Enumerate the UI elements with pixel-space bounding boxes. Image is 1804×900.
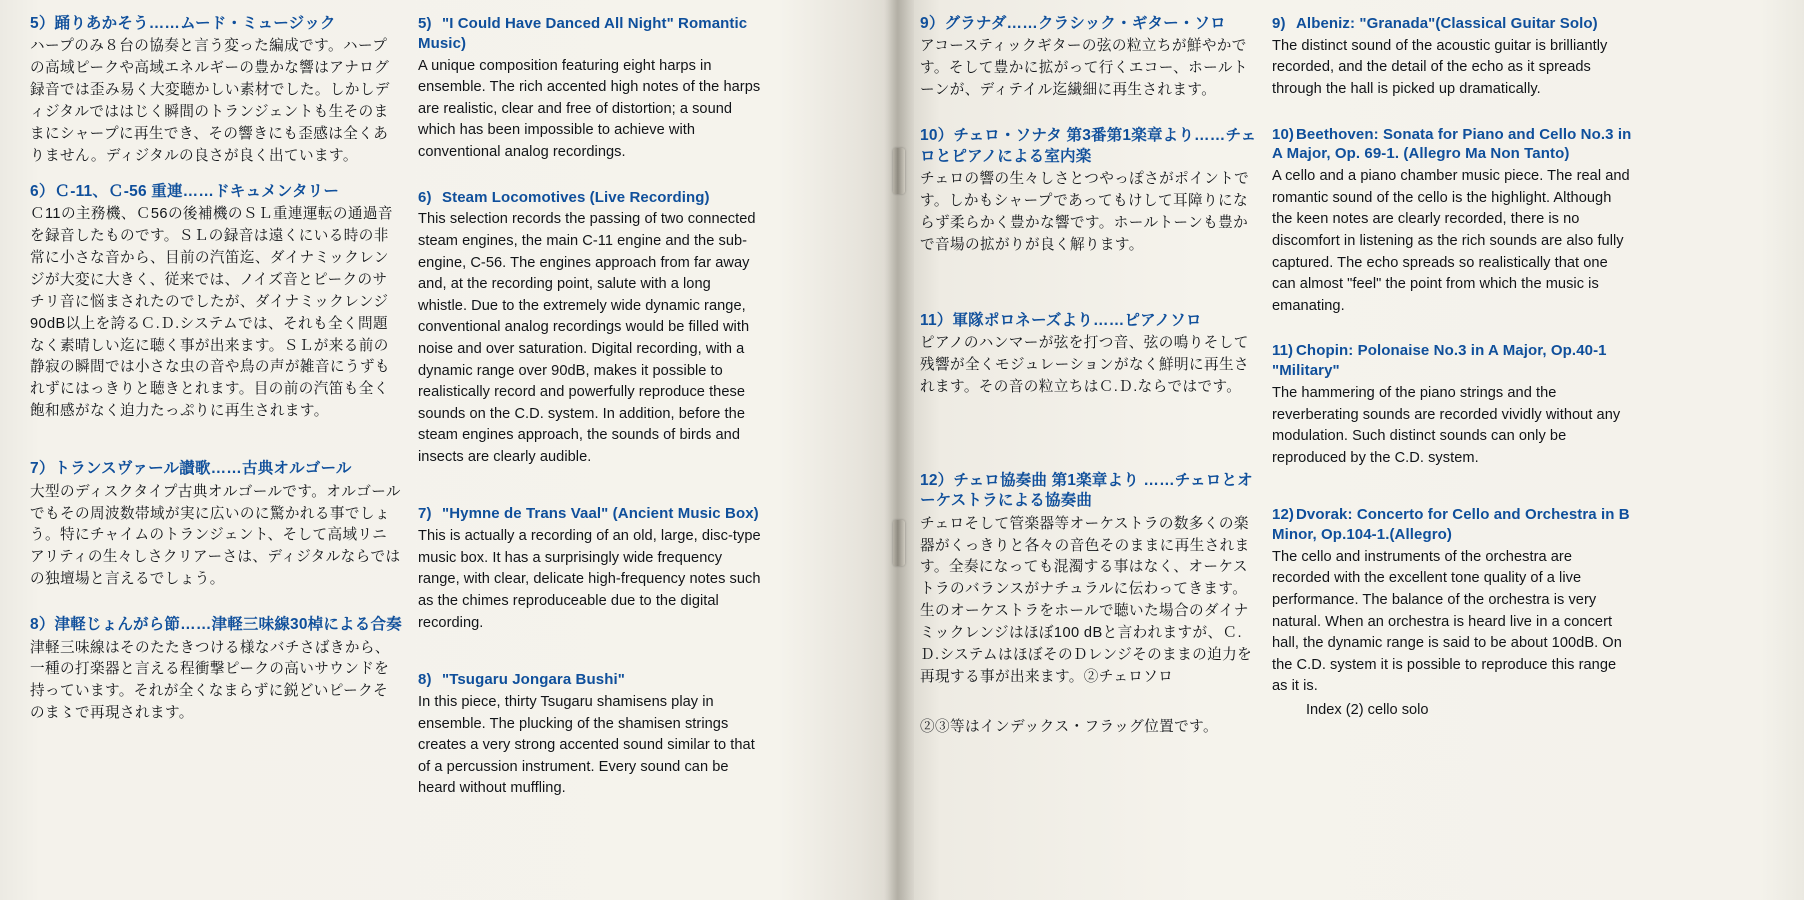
entry-number: 9) bbox=[1272, 15, 1286, 32]
entry-body: The distinct sound of the acoustic guitar is brilliantly recorded, and the detail of the echo as it spreads through the hall is picked up dramatically. bbox=[1272, 37, 1608, 97]
entry-jp-11 bbox=[920, 311, 1258, 399]
entry-body: The hammering of the piano strings and the reverberating sounds are recorded vividly without any modulation. Such distinct sounds can only be reproduced by the C.D. system. bbox=[1272, 384, 1621, 466]
column-english-right bbox=[1272, 14, 1632, 732]
entry-title: Albeniz: "Granada"(Classical Guitar Solo) bbox=[1296, 15, 1598, 32]
column-japanese-right bbox=[920, 14, 1258, 703]
entry-title: "Tsugaru Jongara Bushi" bbox=[442, 671, 625, 689]
entry-en-11 bbox=[1272, 341, 1632, 469]
index-flag-footnote: ②③等はインデックス・フラッグ位置です。 bbox=[920, 719, 1218, 735]
entry-body: チェロそして管楽器等オーケストラの数多くの楽器がくっきりと各々の音色そのままに再生されます。全奏になっても混濁する事はなく、オーケストラのバランスがナチュラルに伝わってきます。生のオーケストラをホールで聴いた場合のダイナミックレンジはほぼ100 dBと言われますが、Ｃ.Ｄ.システムはほぼそのＤレンジそのままの迫力を再現する事が出来ます。②チェロソロ bbox=[920, 515, 1253, 685]
entry-heading: 10）チェロ・ソナタ 第3番第1楽章より……チェロとピアノによる室内楽 bbox=[920, 127, 1257, 165]
column-english-left bbox=[418, 14, 762, 814]
entry-jp-7 bbox=[30, 459, 402, 591]
spacer bbox=[1272, 331, 1632, 341]
entry-number: 7) bbox=[418, 505, 432, 523]
entry-en-7 bbox=[418, 504, 762, 634]
entry-heading bbox=[418, 14, 762, 54]
entry-heading: 11）軍隊ポロネーズより……ピアノソロ bbox=[920, 311, 1202, 329]
spacer bbox=[1272, 115, 1632, 125]
entry-en-12 bbox=[1272, 505, 1632, 718]
entry-body: This selection records the passing of two connected steam engines, the main C-11 engine and the sub-engine, C-56. The engines approach from far away and, at the recording point, salute with a long whistle. Due to the extremely wide dynamic range, conventional analog recordings would be filled with noise and over saturation. Digital recording, with a dynamic range over 90dB, makes it possible to realistically record and powerfully reproduce these sounds on the C.D. system. In addition, before the steam engines approach, the sounds of birds and insects are clearly audible. bbox=[418, 211, 756, 465]
entry-body: The cello and instruments of the orchestra are recorded with the excellent tone quality of a live performance. The balance of the orchestra is very natural. When an orchestra is heard live in a concert hall, the dynamic range is said to be about 100dB. On the C.D. system it is possible to reproduce this range as it is. bbox=[1272, 548, 1622, 695]
entry-body: 津軽三味線はそのたたきつける様なバチさばきから、一種の打楽器と言える程衝撃ピークの高いサウンドを持っています。それが全くなまらずに鋭どいピークそのま〻で再現されます。 bbox=[30, 639, 390, 722]
entry-jp-6 bbox=[30, 182, 402, 423]
entry-jp-9 bbox=[920, 14, 1258, 102]
entry-heading: 12）チェロ協奏曲 第1楽章より ……チェロとオーケストラによる協奏曲 bbox=[920, 471, 1253, 510]
entry-heading bbox=[1272, 505, 1632, 545]
entry-en-5 bbox=[418, 14, 762, 164]
entry-body: アコースティックギターの弦の粒立ちが鮮やかです。そして豊かに拡がって行くエコー、ホールトーンが、ディテイル迄繊細に再生されます。 bbox=[920, 38, 1248, 99]
spacer bbox=[920, 116, 1258, 126]
entry-title: Dvorak: Concerto for Cello and Orchestra in B Minor, Op.104-1.(Allegro) bbox=[1272, 506, 1630, 544]
entry-heading bbox=[418, 188, 762, 208]
entry-body: ピアノのハンマーが弦を打つ音、弦の鳴りそして残響が全くモジュレーションがなく鮮明に再生されます。その音の粒立ちはＣ.Ｄ.ならではです。 bbox=[920, 335, 1249, 395]
entry-jp-5 bbox=[30, 14, 402, 168]
entry-title: "Hymne de Trans Vaal" (Ancient Music Box) bbox=[442, 505, 759, 523]
entry-number: 6) bbox=[418, 188, 432, 206]
entry-heading bbox=[1272, 125, 1632, 165]
entry-title: Steam Locomotives (Live Recording) bbox=[442, 188, 710, 206]
entry-jp-8 bbox=[30, 615, 402, 725]
entry-body: 大型のディスクタイプ古典オルゴールです。オルゴールでもその周波数帯域が実に広いのに驚かれる事でしょう。特にチャイムのトランジェント、そして高域リニアリティの生々しさクリアーさは、ディジタルならではの独壇場と言えるでしょう。 bbox=[30, 483, 401, 588]
entry-heading bbox=[418, 670, 762, 690]
spacer bbox=[920, 413, 1258, 471]
index-note: Index (2) cello solo bbox=[1306, 702, 1429, 719]
entry-number: 12) bbox=[1272, 506, 1294, 524]
entry-heading: 6）Ｃ-11、Ｃ-56 重連……ドキュメンタリー bbox=[30, 182, 340, 200]
entry-heading: 7）トランスヴァール讃歌……古典オルゴール bbox=[30, 460, 352, 478]
entry-number: 11) bbox=[1272, 342, 1294, 360]
entry-number: 5) bbox=[418, 15, 432, 32]
entry-body: Ｃ11の主務機、Ｃ56の後補機のＳＬ重連運転の通過音を録音したものです。ＳＬの録音は遠くにいる時の非常に小さな音から、目前の汽笛迄、ダイナミックレンジが大変に大きく、従来では、ノイズ音とピークのサチリ音に悩まされたのでしたが、ダイナミックレンジ90dB以上を誇るＣ.Ｄ.システムでは、それも全く問題なく素晴しい迄に聴く事が出来ます。ＳＬが来る前の静寂の瞬間では小さな虫の音や鳥の声が雑音にうずもれずにはっきりと聴きとれます。目の前の汽笛も全く飽和感がなく迫力たっぷりに再生されます。 bbox=[30, 206, 393, 420]
column-japanese-left bbox=[30, 14, 402, 739]
entry-heading: 5）踊りあかそう……ムード・ミュージック bbox=[30, 15, 336, 32]
entry-number: 10) bbox=[1272, 125, 1294, 143]
entry-body: In this piece, thirty Tsugaru shamisens play in ensemble. The plucking of the shamisen strings creates a very strong accented sound similar to that of a percussion instrument. Every sound can be heard without muffling. bbox=[418, 694, 755, 797]
entry-title: Chopin: Polonaise No.3 in A Major, Op.40-1 "Military" bbox=[1272, 342, 1607, 380]
entry-jp-12 bbox=[920, 471, 1258, 689]
spacer bbox=[1272, 483, 1632, 505]
entry-en-9 bbox=[1272, 14, 1632, 101]
entry-heading: 8）津軽じょんがら節……津軽三味線30棹による合奏 bbox=[30, 616, 402, 634]
spacer bbox=[30, 605, 402, 615]
entry-jp-10 bbox=[920, 126, 1258, 256]
entry-heading: 9）グラナダ……クラシック・ギター・ソロ bbox=[920, 15, 1226, 32]
entry-body: ハープのみ８台の協奏と言う変った編成です。ハープの高域ピークや高域エネルギーの豊かな響はアナログ録音では歪み易く大変聴かしい素材でした。しかしディジタルでははじく瞬間のトランジェントも生そのままにシャープに再生でき、その響きにも歪感は全くありません。ディジタルの良さが良く出ています。 bbox=[30, 38, 390, 164]
spacer bbox=[418, 178, 762, 188]
entry-heading bbox=[418, 504, 762, 524]
entry-en-8 bbox=[418, 670, 762, 800]
spacer bbox=[920, 271, 1258, 311]
entry-body: A cello and a piano chamber music piece. The real and romantic sound of the cello is the highlight. Although the keen notes are clearly recorded, there is no discomfort in listening as the rich sounds are also fully captured. The echo spreads so realistically that one can almost "feel" the point from which the music is emanating. bbox=[1272, 168, 1630, 314]
entry-heading bbox=[1272, 341, 1632, 381]
spacer bbox=[30, 437, 402, 459]
entry-number: 8) bbox=[418, 671, 432, 689]
spacer bbox=[418, 648, 762, 670]
entry-title: Beethoven: Sonata for Piano and Cello No.3 in A Major, Op. 69-1. (Allegro Ma Non Tanto) bbox=[1272, 125, 1632, 163]
entry-heading bbox=[1272, 14, 1632, 34]
entry-en-10 bbox=[1272, 125, 1632, 318]
entry-title: "I Could Have Danced All Night" Romantic Music) bbox=[418, 15, 748, 52]
entry-body: This is actually a recording of an old, large, disc-type music box. It has a surprisingly wide frequency range, with clear, delicate high-frequency notes such as the chimes reproduceable due to the digital recording. bbox=[418, 528, 761, 631]
entry-en-6 bbox=[418, 188, 762, 469]
entry-body: A unique composition featuring eight harps in ensemble. The rich accented high notes of the harps are realistic, clear and free of distortion; a sound which has been impossible to achieve with conventional analog recordings. bbox=[418, 57, 761, 160]
entry-body: チェロの響の生々しさとつやっぽさがポイントです。しかもシャープであってもけして耳障りにならず柔らかく豊かな響です。ホールトーンも豊かで音場の拡がりが良く解ります。 bbox=[920, 171, 1250, 253]
spacer bbox=[418, 482, 762, 504]
